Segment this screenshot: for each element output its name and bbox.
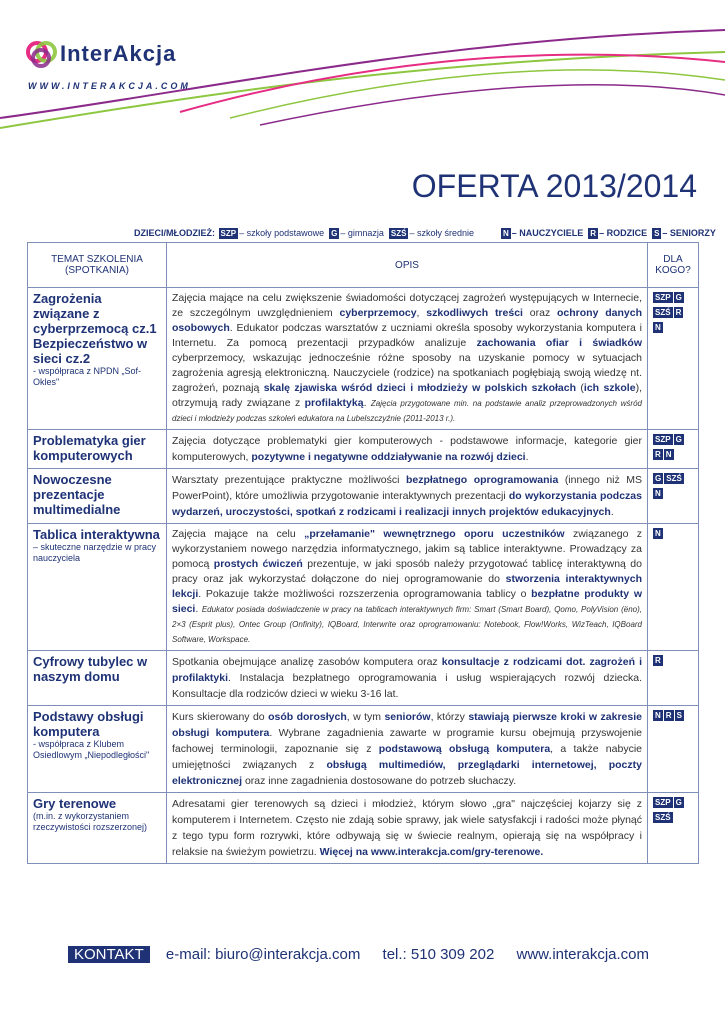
audience-tag: SZŚ xyxy=(655,308,671,317)
audience-tag: G xyxy=(675,435,682,444)
topic-title: Problematyka gier komputerowych xyxy=(33,433,146,463)
audience-tag: N xyxy=(655,489,661,498)
audience-tag: N xyxy=(665,450,672,459)
offer-table xyxy=(27,242,699,864)
audience-cell xyxy=(648,288,699,430)
audience-tag: R xyxy=(655,656,661,665)
table-row xyxy=(28,706,699,793)
header-desc: OPIS xyxy=(167,243,648,288)
header-topic: TEMAT SZKOLENIA (SPOTKANIA) xyxy=(28,243,167,288)
topic-note: – skuteczne narzędzie w pracy nauczyciela xyxy=(33,542,157,563)
description-cell: Zajęcia mające na celu „przełamanie" wewnętrznego oporu uczestników związanego z wykorzystaniem nowego narzędzia informatycznego, jakim są tablice interaktywne. Prowadzący za pomocą prostych ćwiczeń prezentuje, w jaki sposób należy przygotować tablicę interaktywną do pracy oraz jak wykorzystać dołączone do niej oprogramowanie do stworzenia interaktywnych lekcji. Pokazuje także możliwości rozszerzenia oprogramowania tablicy o bezpłatne produkty w sieci. Edukator posiada doświadczenie w pracy na tablicach interaktywnych firm: Smart (Smart Board), Qomo, PolyVision (ëno), 2×3 (Esprit plus), Ontec Group (Onfinity), IQBoard, Interwrite oraz oprogramowaniu: Notebook, Flow!Works, WizTeach, IQBoard Software, Workspace. xyxy=(167,524,648,651)
legend-tag: S xyxy=(654,229,660,238)
audience-cell xyxy=(648,793,699,864)
legend-label: – SENIORZY xyxy=(662,228,716,238)
legend-prefix: DZIECI/MŁODZIEŻ: xyxy=(134,228,215,238)
brand-name: InterAkcja xyxy=(60,41,177,66)
audience-cell xyxy=(648,651,699,706)
audience-tag: SZŚ xyxy=(666,474,682,483)
description-cell: Zajęcia dotyczące problematyki gier komputerowych - podstawowe informacje, kategorie gier komputerowych, pozytywne i negatywne oddziaływanie na rozwój dzieci. xyxy=(167,430,648,469)
legend-tag: SZP xyxy=(220,229,237,238)
topic-cell xyxy=(28,651,167,706)
topic-title: Podstawy obsługi komputera xyxy=(33,709,144,739)
header-who: DLA KOGO? xyxy=(648,243,699,288)
topic-note: - współpraca z Klubem Osiedlowym „Niepodległości" xyxy=(33,739,150,760)
audience-tag: R xyxy=(655,450,661,459)
legend-label: – szkoły średnie xyxy=(409,228,474,238)
audience-cell xyxy=(648,430,699,469)
description-cell: Zajęcia mające na celu zwiększenie świadomości dotyczącej zagrożeń występujących w Internecie, ze szczególnym uwzględnieniem cyberprzemocy, szkodliwych treści oraz ochrony danych osobowych. Edukator podczas warsztatów z uczniami określa sposoby wykorzystania komputera i Internetu. Za pomocą prezentacji przypadków analizuje zachowania ofiar i świadków cyberprzemocy, wskazując jednocześnie różne sposoby na uzyskanie pomocy w sytuacjach zagrożenia agresją elektroniczną. Nauczyciele (rodzice) na spotkaniach pogłębiają swoją wiedzę nt. zagrożeń, poznają skalę zjawiska wśród dzieci i młodzieży w polskich szkołach (ich szkole), otrzymują rady związane z profilaktyką. Zajęcia przygotowane min. na podstawie analiz przeprowadzonych wśród dzieci i młodzieży podczas szkoleń edukatora na Lubelszczyźnie (2011-2013 r.). xyxy=(167,288,648,430)
legend-tag: N xyxy=(502,229,509,238)
description-cell: Spotkania obejmujące analizę zasobów komputera oraz konsultacje z rodzicami dot. zagrożeń i profilaktyki. Instalacja bezpłatnego oprogramowania i usług wspierających rozwój dziecka. Konsultacje dla rodziców dzieci w wieku 3-16 lat. xyxy=(167,651,648,706)
legend-label: – RODZICE xyxy=(599,228,648,238)
brand-logo xyxy=(26,38,246,98)
topic-title: Gry terenowe xyxy=(33,796,117,811)
audience-tag: SZP xyxy=(655,435,671,444)
table-row xyxy=(28,430,699,469)
description-cell: Warsztaty prezentujące praktyczne możliwości bezpłatnego oprogramowania (innego niż MS PowerPoint), które umożliwia przygotowanie interaktywnych prezentacji do wykorzystania podczas wydarzeń, uroczystości, spotkań z rodzicami i realizacji innych projektów edukacyjnych. xyxy=(167,469,648,524)
description-cell: Adresatami gier terenowych są dzieci i młodzież, którym słowo „gra" najczęściej kojarzy się z komputerem i Internetem. Często nie zdają sobie sprawy, jak wiele satysfakcji i radości może płynąć z tego typu form rozrywki, które odbywają się w świecie realnym, opierają się na współpracy i relaksie na świeżym powietrzu. Więcej na www.interakcja.com/gry-terenowe. xyxy=(167,793,648,864)
table-header-row xyxy=(28,243,699,288)
topic-cell xyxy=(28,706,167,793)
brand-url: WWW.INTERAKCJA.COM xyxy=(28,81,191,91)
legend-tag: G xyxy=(331,229,338,238)
audience-cell xyxy=(648,469,699,524)
legend-tag: SZŚ xyxy=(390,229,407,238)
audience-tag: SZŚ xyxy=(655,813,671,822)
audience-tag: G xyxy=(675,798,682,807)
audience-tag: N xyxy=(655,529,661,538)
audience-tag: G xyxy=(675,293,682,302)
audience-legend xyxy=(134,228,716,239)
topic-title: Tablica interaktywna xyxy=(33,527,160,542)
table-row xyxy=(28,793,699,864)
topic-cell xyxy=(28,524,167,651)
logo-mark-icon xyxy=(26,38,58,70)
legend-label: – szkoły podstawowe xyxy=(239,228,325,238)
audience-tag: R xyxy=(675,308,682,317)
contact-bar xyxy=(68,946,649,963)
topic-cell xyxy=(28,288,167,430)
table-row xyxy=(28,524,699,651)
topic-cell xyxy=(28,469,167,524)
contact-label: KONTAKT xyxy=(68,946,150,963)
topic-title: Cyfrowy tubylec w naszym domu xyxy=(33,654,148,684)
audience-tag: SZP xyxy=(655,293,671,302)
topic-title: Nowoczesne prezentacje multimedialne xyxy=(33,472,121,517)
topic-cell xyxy=(28,793,167,864)
table-row xyxy=(28,288,699,430)
audience-cell xyxy=(648,706,699,793)
audience-tag: N xyxy=(655,323,661,332)
audience-cell xyxy=(648,524,699,651)
audience-tag: R xyxy=(665,711,672,720)
topic-cell xyxy=(28,430,167,469)
topic-title: Zagrożenia związane z cyberprzemocą cz.1 Bezpieczeństwo w sieci cz.2 xyxy=(33,291,157,366)
legend-tag: R xyxy=(590,229,597,238)
description-cell: Kurs skierowany do osób dorosłych, w tym seniorów, którzy stawiają pierwsze kroki w zakresie obsługi komputera. Wybrane zagadnienia zawarte w programie kursu obejmują przyswojenie fachowej terminologii, zapoznanie się z podstawową obsługą komputera, a także nabycie umiejętności związanych z obsługą multimediów, przeglądarki internetowej, poczty elektronicznej oraz inne zagadnienia dostosowane do potrzeb słuchaczy. xyxy=(167,706,648,793)
table-row xyxy=(28,651,699,706)
legend-label: – NAUCZYCIELE xyxy=(511,228,584,238)
audience-tag: SZP xyxy=(655,798,671,807)
topic-note: (m.in. z wykorzystaniem rzeczywistości rozszerzonej) xyxy=(33,811,148,832)
legend-label: – gimnazja xyxy=(340,228,384,238)
contact-email[interactable]: e-mail: biuro@interakcja.com xyxy=(165,946,361,963)
table-row xyxy=(28,469,699,524)
audience-tag: S xyxy=(676,711,682,720)
contact-phone[interactable]: tel.: 510 309 202 xyxy=(382,946,495,963)
page-title: OFERTA 2013/2014 xyxy=(411,168,697,204)
topic-note: - współpraca z NPDN „Sof-Okles" xyxy=(33,366,142,387)
contact-website[interactable]: www.interakcja.com xyxy=(516,946,650,963)
audience-tag: G xyxy=(655,474,662,483)
audience-tag: N xyxy=(655,711,661,720)
